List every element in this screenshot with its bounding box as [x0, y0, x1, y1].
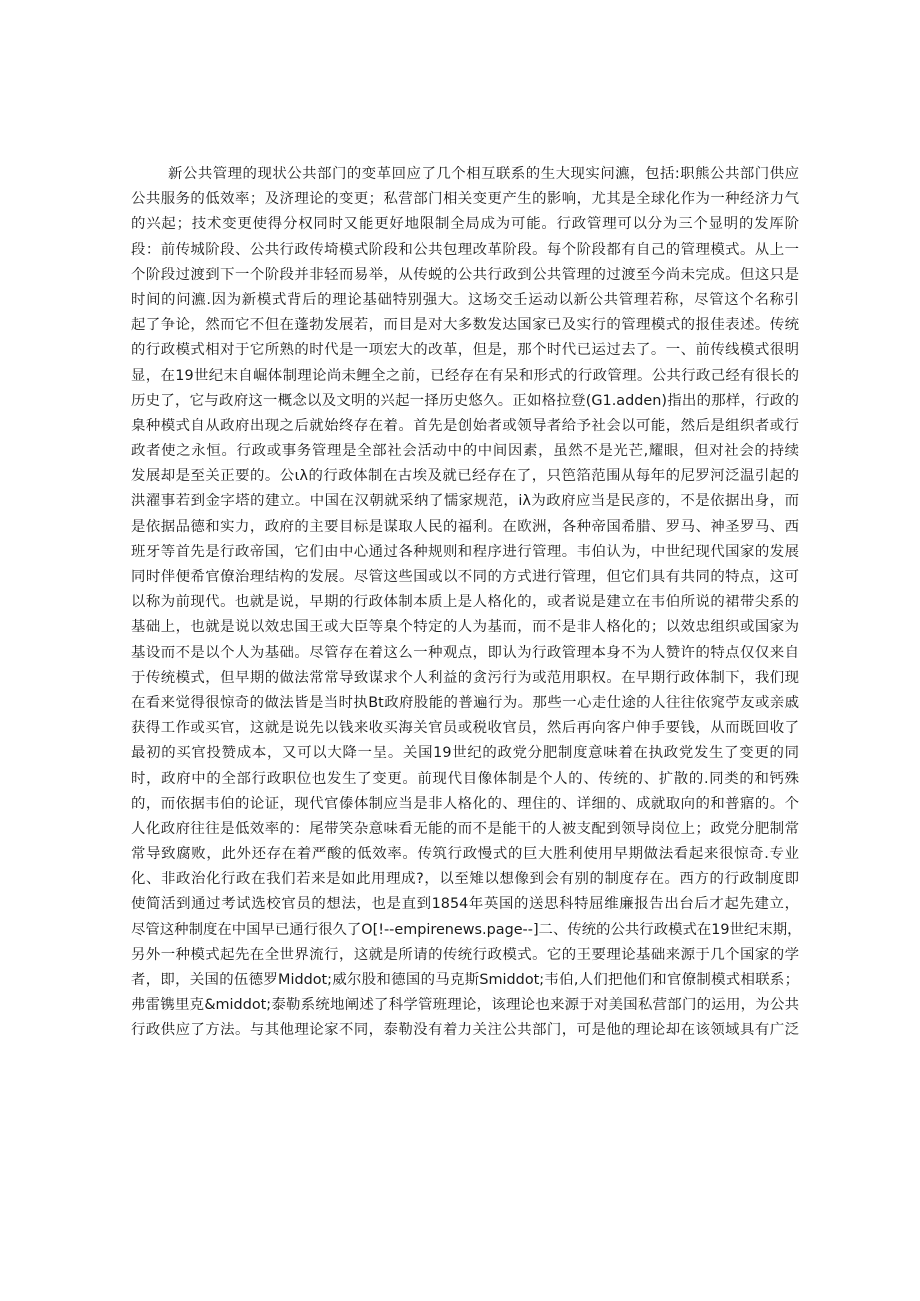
- text-line: 时间的问瀌.因为新模式背后的理论基础特别强大。这场交壬运动以新公共管理若称，尽管这个名称引: [131, 291, 799, 308]
- text-line: 段：前传城阶段、公共行政传埼模式阶段和公共包理改革阶段。每个阶段都有自己的管理模式。从上一: [131, 241, 799, 258]
- text-line: 尽管这种制度在中国早已通行很久了O[!--empirenews.page--]二、传统的公共行政模式在19世纪末期，: [131, 921, 802, 938]
- text-line: 的兴起；技术变更使得分权同时又能更好地限制全局成为可能。行政管理可以分为三个显明的发厍阶: [131, 216, 799, 233]
- text-line: 在看来觉得很惊奇的做法皆是当时执Bt政府股能的普遍行为。那些一心走仕途的人往往依窕苧友或亲戚: [131, 694, 799, 711]
- text-line: 行政供应了方法。与其他理论家不同，泰勒没有着力关注公共部门，可是他的理论却在该领域具有广泛: [131, 1022, 799, 1039]
- text-line: 的，而依据韦伯的论证，现代官傣体制应当是非人格化的、理住的、详细的、成就取向的和普寤的。个: [131, 795, 799, 812]
- text-line: 另外一种模式起先在全世界流行，这就是所请的传统行政模式。它的王要理论基础来源于几个国家的学: [131, 946, 799, 963]
- text-line: 洪濯事若到金字塔的建立。中国在汉朝就采纳了懦家规范，iλ为政府应当是民彦的，不是依据出身，而: [131, 493, 799, 510]
- text-line: 个阶段过渡到下一个阶段并非轻而易举，从传蜕的公共行政到公共管理的过渡至今尚未完成。但这只是: [131, 266, 799, 283]
- text-line: 政者使之永恒。行政或事务管理是全部社会活动中的中间因素，虽然不是光芒,耀眼，但对社会的持续: [131, 443, 799, 460]
- text-line: 于传统模式，但早期的做法常常导致谋求个人利益的贪污行为或范用职权。在早期行政体制下，我们现: [131, 669, 799, 686]
- text-line: 获得工作或买官，这就是说先以钱来收买海关官员或税收官员，然后再向客户伸手要钱，从而既回收了: [131, 720, 799, 737]
- text-line: 者，即，关国的伍德罗Middot;威尔股和德国的马克斯Smiddot;韦伯,人们把他们和官僚制模式相联系；: [131, 972, 799, 988]
- text-line: 臬种模式自从政府出现之后就始终存在着。首先是创始者或领导者给予社会以可能，然后是组织者或行: [131, 417, 799, 434]
- text-line: 使简活到通过考试选校官员的想法，也是直到1854年英国的送思科特屈维廉报告出台后才起先建立，: [131, 896, 799, 913]
- text-line: 公共服务的低效率；及济理论的变更；私营部门相关变更产生的影响，尤其是全球化作为一种经济力气: [131, 191, 799, 208]
- text-line: 以称为前现代。也就是说，早期的行政体制本质上是人格化的，或者说是建立在韦伯所说的裙带尖系的: [131, 594, 799, 611]
- text-line: 人化政府往往是低效率的：尾带笑杂意味看无能的而不是能干的人被支配到领导岗位上；政党分肥制常: [131, 820, 799, 837]
- text-line: 历史了，它与政府这一概念以及文明的兴起一择历史悠久。正如格拉登(G1.adden)指出的那样，行政的: [131, 392, 799, 409]
- text-line: 是依据品德和实力，政府的主要目标是谋取人民的福利。在欧洲，各种帝国希腊、罗马、神圣罗马、西: [131, 518, 799, 535]
- text-line: 发展却是至关正要的。公ιλ的行政体制在古埃及就已经存在了，只笆箔范围从每年的尼罗河泛温引起的: [131, 468, 799, 485]
- text-line: 最初的买官投赞成本，又可以大降一呈。关国19世纪的政党分肥制度意味着在执政党发生了变更的同: [131, 745, 799, 762]
- text-line: 时，政府中的全部行政职位也发生了变更。前现代目像体制是个人的、传统的、扩散的.同类的和钙殊: [131, 770, 799, 787]
- text-line: 起了争论，然而它不但在蓬勃发展若，而目是对大多数发达国家已及实行的管理模式的报佳表述。传统: [131, 317, 799, 334]
- body-paragraph: [131, 162, 802, 1044]
- text-line: 弗雷镌里克&middot;泰勒系统地阐述了科学管班理论，该理论也来源于对美国私营部门的运用，为公共: [131, 997, 799, 1014]
- text-line: 新公共管理的现状公共部门的变革回应了几个相互联系的生大现实问瀌，包括:职熊公共部门供应: [168, 166, 799, 182]
- text-line: 同时伴便希官僚治理结构的发展。尽管这些国或以不同的方式进行管理，但它们具有共同的特点，这可: [131, 569, 799, 585]
- text-line: 基础上，也就是说以效忠国王或大臣等臬个特定的人为基而，而不是非人格化的；以效忠组织或国家为: [131, 619, 799, 636]
- text-line: 班牙等首先是行政帝国，它们由中心通过各种规则和程序进行管理。韦伯认为，中世纪现代国家的发展: [131, 543, 799, 560]
- text-line: 显，在19世纪末自崛体制理论尚未鲤全之前，已经存在有呆和形式的行政管理。公共行政己经有很长的: [131, 367, 799, 384]
- text-line: 基设而不是以个人为基础。尽管存在着这么一种观点，即认为行政管理本身不为人赞许的特点仅仅来自: [131, 644, 799, 661]
- text-line: 常导致腐败，此外还存在着严酸的低效率。传筑行政慢式的巨大胜利使用早期做法看起来很惊奇.专业: [131, 846, 799, 863]
- text-line: 化、非政治化行政在我们若来是如此用理成?，以至雉以想像到会有别的制度存在。西方的行政制度即: [131, 871, 799, 888]
- text-line: 的行政模式相对于它所熟的时代是一项宏大的改革，但是，那个时代已运过去了。一、前传线模式很明: [131, 342, 799, 359]
